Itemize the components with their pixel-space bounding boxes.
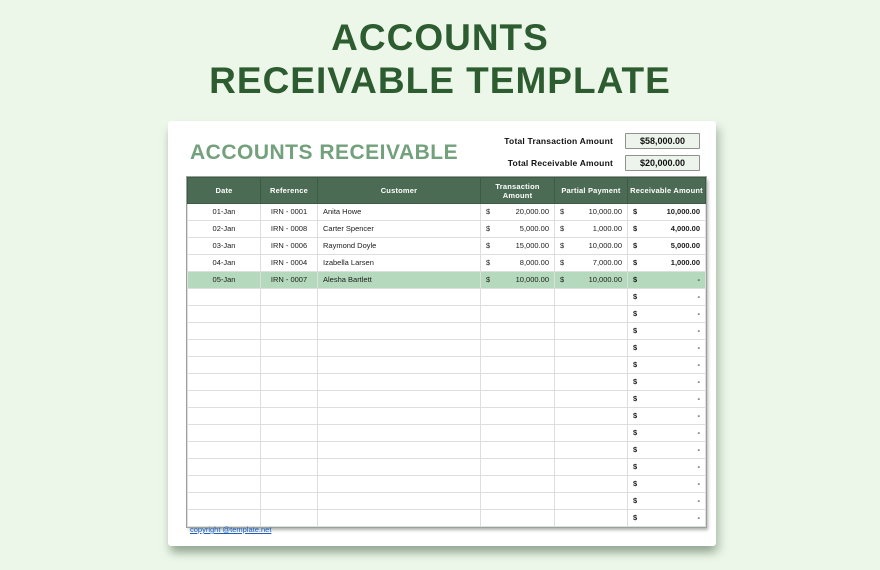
amount-value: 5,000.00 xyxy=(519,224,549,233)
table-row xyxy=(188,323,706,340)
cell-receivable-amount[interactable] xyxy=(628,340,706,357)
amount-value: 10,000.00 xyxy=(588,275,622,284)
cell-customer[interactable] xyxy=(318,459,481,476)
cell-customer[interactable]: Izabella Larsen xyxy=(318,255,481,272)
table-row xyxy=(188,425,706,442)
cell-reference[interactable] xyxy=(261,357,318,374)
total-receivable-value[interactable]: $20,000.00 xyxy=(625,155,700,171)
cell-transaction-amount[interactable] xyxy=(481,493,555,510)
currency-symbol: $ xyxy=(633,207,638,216)
currency-symbol: $ xyxy=(633,258,638,267)
amount-value: 10,000.00 xyxy=(666,207,700,216)
cell-reference[interactable]: IRN - 0001 xyxy=(261,204,318,221)
currency-symbol: $ xyxy=(633,428,638,437)
cell-customer[interactable]: Carter Spencer xyxy=(318,221,481,238)
cell-reference[interactable]: IRN - 0007 xyxy=(261,272,318,289)
table-row xyxy=(188,408,706,425)
cell-reference[interactable] xyxy=(261,476,318,493)
currency-symbol: $ xyxy=(560,241,565,250)
column-header-receivable: Receivable Amount xyxy=(628,178,706,204)
cell-customer[interactable] xyxy=(318,442,481,459)
currency-symbol: $ xyxy=(633,275,638,284)
cell-partial-payment[interactable] xyxy=(555,459,628,476)
currency-symbol: $ xyxy=(633,377,638,386)
page-title xyxy=(0,16,880,102)
cell-date[interactable] xyxy=(188,425,261,442)
cell-transaction-amount[interactable] xyxy=(481,238,555,255)
amount-value: - xyxy=(697,513,700,522)
cell-customer[interactable] xyxy=(318,425,481,442)
cell-receivable-amount[interactable] xyxy=(628,374,706,391)
cell-date[interactable] xyxy=(188,323,261,340)
cell-transaction-amount[interactable] xyxy=(481,408,555,425)
cell-date[interactable] xyxy=(188,306,261,323)
cell-reference[interactable] xyxy=(261,442,318,459)
table-row xyxy=(188,493,706,510)
cell-reference[interactable] xyxy=(261,340,318,357)
amount-value: - xyxy=(697,394,700,403)
page-title-line2: RECEIVABLE TEMPLATE xyxy=(209,60,671,101)
cell-customer[interactable]: Alesha Bartlett xyxy=(318,272,481,289)
cell-partial-payment[interactable] xyxy=(555,493,628,510)
amount-value: 7,000.00 xyxy=(592,258,622,267)
cell-partial-payment[interactable] xyxy=(555,408,628,425)
cell-transaction-amount[interactable] xyxy=(481,442,555,459)
cell-transaction-amount[interactable] xyxy=(481,306,555,323)
cell-customer[interactable] xyxy=(318,408,481,425)
amount-value: - xyxy=(697,445,700,454)
cell-partial-payment[interactable] xyxy=(555,255,628,272)
amount-value: - xyxy=(697,479,700,488)
cell-date[interactable] xyxy=(188,476,261,493)
cell-receivable-amount[interactable] xyxy=(628,289,706,306)
cell-date[interactable] xyxy=(188,289,261,306)
cell-partial-payment[interactable] xyxy=(555,442,628,459)
cell-transaction-amount[interactable] xyxy=(481,204,555,221)
cell-reference[interactable] xyxy=(261,493,318,510)
cell-partial-payment[interactable] xyxy=(555,340,628,357)
amount-value: 10,000.00 xyxy=(588,207,622,216)
cell-partial-payment[interactable] xyxy=(555,221,628,238)
total-transaction-value[interactable]: $58,000.00 xyxy=(625,133,700,149)
column-header-transaction: Transaction Amount xyxy=(481,178,555,204)
cell-partial-payment[interactable] xyxy=(555,238,628,255)
currency-symbol: $ xyxy=(486,258,491,267)
currency-symbol: $ xyxy=(633,292,638,301)
table-row xyxy=(188,391,706,408)
total-transaction-label: Total Transaction Amount xyxy=(504,136,613,146)
amount-value: 10,000.00 xyxy=(588,241,622,250)
cell-reference[interactable]: IRN - 0004 xyxy=(261,255,318,272)
currency-symbol: $ xyxy=(486,207,491,216)
currency-symbol: $ xyxy=(633,224,638,233)
total-receivable-row xyxy=(504,155,700,171)
cell-receivable-amount[interactable] xyxy=(628,493,706,510)
table-row xyxy=(188,442,706,459)
currency-symbol: $ xyxy=(633,513,638,522)
cell-reference[interactable]: IRN - 0008 xyxy=(261,221,318,238)
cell-transaction-amount[interactable] xyxy=(481,459,555,476)
cell-transaction-amount[interactable] xyxy=(481,476,555,493)
cell-receivable-amount[interactable] xyxy=(628,408,706,425)
cell-partial-payment[interactable] xyxy=(555,476,628,493)
cell-receivable-amount[interactable] xyxy=(628,357,706,374)
currency-symbol: $ xyxy=(486,241,491,250)
cell-transaction-amount[interactable] xyxy=(481,374,555,391)
cell-date[interactable]: 02-Jan xyxy=(188,221,261,238)
cell-receivable-amount[interactable] xyxy=(628,306,706,323)
cell-reference[interactable] xyxy=(261,391,318,408)
amount-value: 4,000.00 xyxy=(670,224,700,233)
currency-symbol: $ xyxy=(633,462,638,471)
cell-customer[interactable] xyxy=(318,374,481,391)
table-row xyxy=(188,340,706,357)
cell-partial-payment[interactable] xyxy=(555,323,628,340)
amount-value: 15,000.00 xyxy=(515,241,549,250)
cell-partial-payment[interactable] xyxy=(555,391,628,408)
cell-transaction-amount[interactable] xyxy=(481,425,555,442)
cell-transaction-amount[interactable] xyxy=(481,391,555,408)
cell-customer[interactable]: Raymond Doyle xyxy=(318,238,481,255)
cell-receivable-amount[interactable] xyxy=(628,476,706,493)
amount-value: - xyxy=(697,462,700,471)
cell-receivable-amount[interactable] xyxy=(628,391,706,408)
amount-value: - xyxy=(697,377,700,386)
column-header-date: Date xyxy=(188,178,261,204)
table-row xyxy=(188,510,706,527)
cell-transaction-amount[interactable] xyxy=(481,340,555,357)
cell-receivable-amount[interactable] xyxy=(628,459,706,476)
sheet-heading: ACCOUNTS RECEIVABLE xyxy=(190,141,459,164)
cell-reference[interactable] xyxy=(261,425,318,442)
cell-reference[interactable] xyxy=(261,306,318,323)
cell-customer[interactable] xyxy=(318,510,481,527)
amount-value: - xyxy=(697,360,700,369)
amount-value: - xyxy=(697,343,700,352)
cell-date[interactable] xyxy=(188,408,261,425)
cell-customer[interactable] xyxy=(318,493,481,510)
currency-symbol: $ xyxy=(633,309,638,318)
cell-date[interactable] xyxy=(188,442,261,459)
cell-date[interactable] xyxy=(188,374,261,391)
cell-customer[interactable] xyxy=(318,306,481,323)
cell-receivable-amount[interactable] xyxy=(628,510,706,527)
currency-symbol: $ xyxy=(486,275,491,284)
table-row xyxy=(188,255,706,272)
cell-partial-payment[interactable] xyxy=(555,357,628,374)
cell-transaction-amount[interactable] xyxy=(481,221,555,238)
cell-partial-payment[interactable] xyxy=(555,204,628,221)
table-row xyxy=(188,374,706,391)
table-row xyxy=(188,272,706,289)
currency-symbol: $ xyxy=(633,360,638,369)
amount-value: - xyxy=(697,292,700,301)
receivables-table xyxy=(187,177,706,527)
currency-symbol: $ xyxy=(560,275,565,284)
currency-symbol: $ xyxy=(633,343,638,352)
total-receivable-label: Total Receivable Amount xyxy=(507,158,613,168)
cell-date[interactable]: 04-Jan xyxy=(188,255,261,272)
amount-value: - xyxy=(697,428,700,437)
table-row xyxy=(188,459,706,476)
currency-symbol: $ xyxy=(486,224,491,233)
column-header-partial: Partial Payment xyxy=(555,178,628,204)
cell-date[interactable] xyxy=(188,357,261,374)
cell-date[interactable] xyxy=(188,340,261,357)
cell-customer[interactable] xyxy=(318,289,481,306)
cell-reference[interactable] xyxy=(261,510,318,527)
table-row xyxy=(188,221,706,238)
currency-symbol: $ xyxy=(633,241,638,250)
column-header-customer: Customer xyxy=(318,178,481,204)
currency-symbol: $ xyxy=(560,224,565,233)
page-title-line1: ACCOUNTS xyxy=(331,17,549,58)
cell-customer[interactable] xyxy=(318,391,481,408)
amount-value: - xyxy=(697,411,700,420)
cell-reference[interactable] xyxy=(261,289,318,306)
cell-date[interactable]: 01-Jan xyxy=(188,204,261,221)
total-transaction-row xyxy=(504,133,700,149)
cell-transaction-amount[interactable] xyxy=(481,510,555,527)
currency-symbol: $ xyxy=(633,496,638,505)
cell-reference[interactable] xyxy=(261,374,318,391)
column-header-reference: Reference xyxy=(261,178,318,204)
cell-transaction-amount[interactable] xyxy=(481,357,555,374)
currency-symbol: $ xyxy=(633,394,638,403)
currency-symbol: $ xyxy=(633,326,638,335)
table-row xyxy=(188,476,706,493)
currency-symbol: $ xyxy=(560,207,565,216)
amount-value: 10,000.00 xyxy=(515,275,549,284)
cell-receivable-amount[interactable] xyxy=(628,221,706,238)
amount-value: 8,000.00 xyxy=(519,258,549,267)
cell-receivable-amount[interactable] xyxy=(628,442,706,459)
cell-transaction-amount[interactable] xyxy=(481,323,555,340)
cell-date[interactable] xyxy=(188,459,261,476)
cell-receivable-amount[interactable] xyxy=(628,255,706,272)
currency-symbol: $ xyxy=(633,411,638,420)
cell-partial-payment[interactable] xyxy=(555,306,628,323)
amount-value: 20,000.00 xyxy=(515,207,549,216)
cell-reference[interactable] xyxy=(261,408,318,425)
cell-receivable-amount[interactable] xyxy=(628,272,706,289)
amount-value: - xyxy=(697,496,700,505)
cell-customer[interactable] xyxy=(318,340,481,357)
table-row xyxy=(188,306,706,323)
cell-date[interactable] xyxy=(188,510,261,527)
amount-value: 5,000.00 xyxy=(670,241,700,250)
amount-value: 1,000.00 xyxy=(592,224,622,233)
amount-value: - xyxy=(697,309,700,318)
amount-value: - xyxy=(697,275,700,284)
cell-partial-payment[interactable] xyxy=(555,374,628,391)
cell-receivable-amount[interactable] xyxy=(628,323,706,340)
cell-date[interactable]: 05-Jan xyxy=(188,272,261,289)
cell-partial-payment[interactable] xyxy=(555,289,628,306)
cell-reference[interactable] xyxy=(261,323,318,340)
cell-reference[interactable]: IRN - 0006 xyxy=(261,238,318,255)
table-row xyxy=(188,204,706,221)
cell-transaction-amount[interactable] xyxy=(481,255,555,272)
totals-panel xyxy=(504,133,700,177)
amount-value: 1,000.00 xyxy=(670,258,700,267)
copyright-link[interactable]: copyright @template.net xyxy=(190,525,272,534)
cell-transaction-amount[interactable] xyxy=(481,272,555,289)
table-row xyxy=(188,357,706,374)
cell-date[interactable] xyxy=(188,391,261,408)
cell-customer[interactable] xyxy=(318,476,481,493)
worksheet-card xyxy=(168,121,716,546)
cell-customer[interactable] xyxy=(318,323,481,340)
table-row xyxy=(188,238,706,255)
table-body xyxy=(188,204,706,527)
cell-partial-payment[interactable] xyxy=(555,272,628,289)
amount-value: - xyxy=(697,326,700,335)
currency-symbol: $ xyxy=(560,258,565,267)
currency-symbol: $ xyxy=(633,479,638,488)
cell-receivable-amount[interactable] xyxy=(628,204,706,221)
currency-symbol: $ xyxy=(633,445,638,454)
cell-partial-payment[interactable] xyxy=(555,425,628,442)
table-row xyxy=(188,289,706,306)
cell-date[interactable] xyxy=(188,493,261,510)
cell-reference[interactable] xyxy=(261,459,318,476)
cell-partial-payment[interactable] xyxy=(555,510,628,527)
cell-customer[interactable] xyxy=(318,357,481,374)
cell-customer[interactable]: Anita Howe xyxy=(318,204,481,221)
cell-receivable-amount[interactable] xyxy=(628,425,706,442)
cell-date[interactable]: 03-Jan xyxy=(188,238,261,255)
cell-receivable-amount[interactable] xyxy=(628,238,706,255)
cell-transaction-amount[interactable] xyxy=(481,289,555,306)
table-header-row xyxy=(188,178,706,204)
